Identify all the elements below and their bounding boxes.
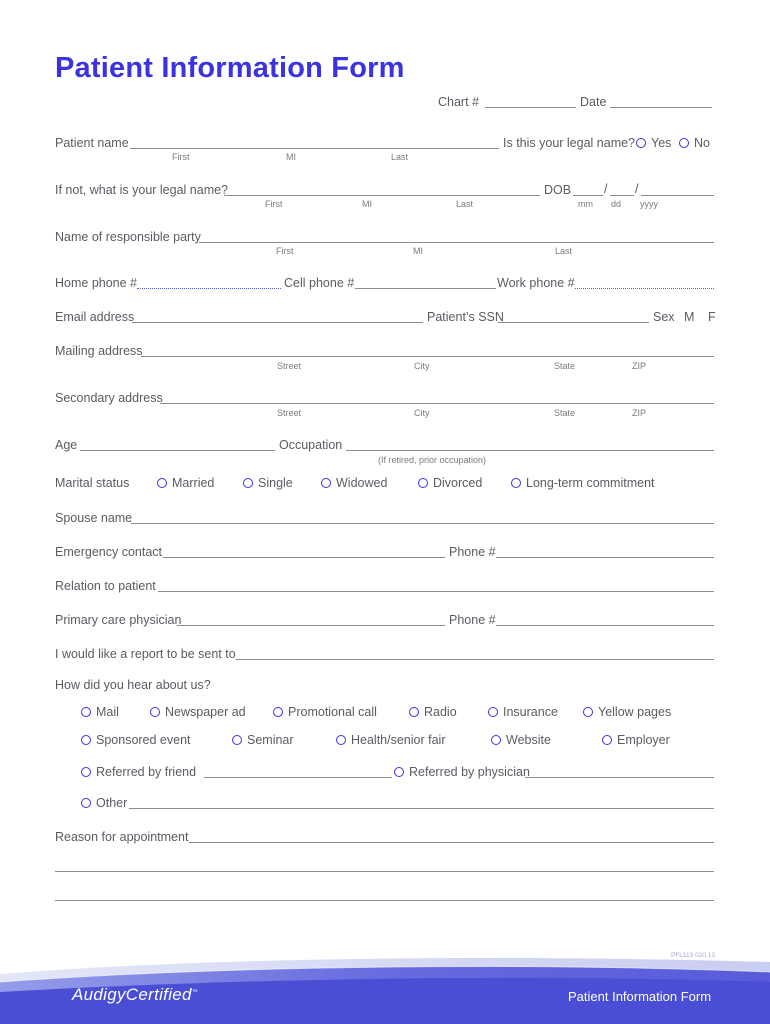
footer-title: Patient Information Form [568,989,712,1004]
secondary-label: Secondary address [55,391,163,405]
work-phone-field[interactable] [575,288,714,289]
ssn-label: Patient’s SSN [427,310,504,324]
hear-website-option[interactable] [491,733,551,747]
brand-text: AudigyCertified [72,985,192,1004]
email-field[interactable] [132,322,423,323]
form-code: PFL113 020.13 [671,952,715,959]
hear-healthfair-option[interactable] [336,733,446,747]
secondary-state-sub: State [554,408,576,418]
radio-icon[interactable] [336,735,346,745]
spouse-label: Spouse name [55,511,133,525]
legal-question: Is this your legal name? [503,136,636,150]
option-label: Mail [96,705,119,719]
brand-logo [72,985,198,1005]
ssn-field[interactable] [498,322,649,323]
radio-icon[interactable] [511,478,521,488]
hear-yellowpages-option[interactable] [583,705,671,719]
radio-icon[interactable] [321,478,331,488]
hear-employer-option[interactable] [602,733,670,747]
option-label: Married [172,476,215,490]
relation-label: Relation to patient [55,579,156,593]
legal-last-sub: Last [456,199,474,209]
hear-newspaper-option[interactable] [150,705,246,719]
reason-field-line-3[interactable] [55,900,714,901]
responsible-mi-sub: MI [413,246,423,256]
hear-mail-option[interactable] [81,705,119,719]
mailing-field[interactable] [141,356,714,357]
dob-dd-sub: dd [611,199,622,209]
option-label: Referred by physician [409,765,530,779]
radio-icon[interactable] [488,707,498,717]
radio-icon[interactable] [81,707,91,717]
dob-yyyy-sub: yyyy [640,199,658,209]
patient-last-sub: Last [391,152,409,162]
legal-no-label: No [694,136,710,150]
radio-icon[interactable] [150,707,160,717]
hear-other-option[interactable] [81,796,127,810]
secondary-field[interactable] [160,403,714,404]
physician-label: Primary care physician [55,613,182,627]
other-field[interactable] [129,808,714,809]
hear-friend-option[interactable] [81,765,196,779]
home-phone-field[interactable] [137,288,281,289]
dob-slash-2: / [635,182,639,196]
radio-icon[interactable] [232,735,242,745]
marital-single-option[interactable] [243,476,293,490]
legal-yes-label: Yes [651,136,672,150]
responsible-first-sub: First [276,246,294,256]
option-label: Promotional call [288,705,377,719]
option-label: Newspaper ad [165,705,246,719]
option-label: Employer [617,733,670,747]
radio-icon[interactable] [81,798,91,808]
sex-f-option[interactable]: F [708,310,716,324]
dob-month-field[interactable] [573,195,603,196]
chart-label: Chart # [438,95,479,109]
marital-divorced-option[interactable] [418,476,482,490]
mailing-label: Mailing address [55,344,143,358]
secondary-city-sub: City [414,408,430,418]
brand-trademark: ™ [191,989,199,996]
report-field[interactable] [236,659,714,660]
radio-icon[interactable] [409,707,419,717]
cell-phone-field[interactable] [355,288,496,289]
dob-mm-sub: mm [578,199,593,209]
secondary-street-sub: Street [277,408,302,418]
referred-friend-field[interactable] [204,777,392,778]
legal-first-sub: First [265,199,283,209]
mailing-zip-sub: ZIP [632,361,647,371]
occupation-label: Occupation [279,438,343,452]
radio-icon[interactable] [583,707,593,717]
relation-field[interactable] [158,591,714,592]
patient-first-sub: First [172,152,190,162]
legal-yes-option[interactable] [636,136,671,150]
physician-field[interactable] [177,625,445,626]
reason-field[interactable] [189,842,714,843]
mailing-street-sub: Street [277,361,302,371]
occupation-note: (If retired, prior occupation) [378,455,487,465]
radio-icon[interactable] [157,478,167,488]
emergency-label: Emergency contact [55,545,162,559]
chart-field[interactable] [485,107,576,108]
reason-label: Reason for appointment [55,830,189,844]
patient-mi-sub: MI [286,152,296,162]
referred-physician-field[interactable] [525,777,714,778]
physician-phone-field[interactable] [496,625,714,626]
hear-sponsored-option[interactable] [81,733,191,747]
option-label: Yellow pages [598,705,672,719]
emergency-phone-field[interactable] [496,557,714,558]
hear-seminar-option[interactable] [232,733,294,747]
marital-widowed-option[interactable] [321,476,387,490]
hear-radio-option[interactable] [409,705,457,719]
physician-phone-label: Phone # [449,613,496,627]
date-field[interactable] [610,107,712,108]
responsible-field[interactable] [199,242,714,243]
spouse-field[interactable] [131,523,714,524]
option-label: Sponsored event [96,733,191,747]
dob-label: DOB [544,183,572,197]
option-label: Single [258,476,293,490]
sex-m-option[interactable]: M [684,310,695,324]
patient-name-field[interactable] [130,148,499,149]
hear-insurance-option[interactable] [488,705,558,719]
legal-name-label: If not, what is your legal name? [55,183,229,197]
dob-slash-1: / [604,182,608,196]
legal-mi-sub: MI [362,199,372,209]
emergency-field[interactable] [163,557,445,558]
radio-icon[interactable] [273,707,283,717]
radio-icon[interactable] [602,735,612,745]
option-label: Referred by friend [96,765,197,779]
hear-physician-option[interactable] [394,765,530,779]
page-title: Patient Information Form [55,52,405,84]
emergency-phone-label: Phone # [449,545,496,559]
marital-label: Marital status [55,476,130,490]
email-label: Email address [55,310,135,324]
date-label: Date [580,95,607,109]
option-label: Widowed [336,476,388,490]
sex-label: Sex [653,310,675,324]
option-label: Insurance [503,705,558,719]
option-label: Website [506,733,551,747]
option-label: Health/senior fair [351,733,446,747]
hear-label: How did you hear about us? [55,678,211,692]
hear-promotional-option[interactable] [273,705,377,719]
radio-icon[interactable] [81,735,91,745]
responsible-label: Name of responsible party [55,230,201,244]
dob-year-field[interactable] [641,195,714,196]
legal-no-option[interactable] [679,136,710,150]
home-phone-label: Home phone # [55,276,138,290]
dob-day-field[interactable] [610,195,634,196]
work-phone-label: Work phone # [497,276,575,290]
radio-icon[interactable] [418,478,428,488]
report-label: I would like a report to be sent to [55,647,236,661]
marital-longterm-option[interactable] [511,476,655,490]
patient-name-label: Patient name [55,136,129,150]
radio-icon[interactable] [81,767,91,777]
age-label: Age [55,438,78,452]
age-field[interactable] [80,450,275,451]
legal-name-field[interactable] [224,195,540,196]
radio-icon[interactable] [679,138,689,148]
radio-icon[interactable] [636,138,646,148]
cell-phone-label: Cell phone # [284,276,355,290]
option-label: Divorced [433,476,483,490]
option-label: Long-term commitment [526,476,655,490]
radio-icon[interactable] [243,478,253,488]
occupation-field[interactable] [346,450,714,451]
option-label: Seminar [247,733,294,747]
radio-icon[interactable] [394,767,404,777]
marital-married-option[interactable] [157,476,214,490]
responsible-last-sub: Last [555,246,573,256]
reason-field-line-2[interactable] [55,871,714,872]
secondary-zip-sub: ZIP [632,408,647,418]
option-label: Radio [424,705,457,719]
option-label: Other [96,796,128,810]
mailing-state-sub: State [554,361,576,371]
mailing-city-sub: City [414,361,430,371]
radio-icon[interactable] [491,735,501,745]
